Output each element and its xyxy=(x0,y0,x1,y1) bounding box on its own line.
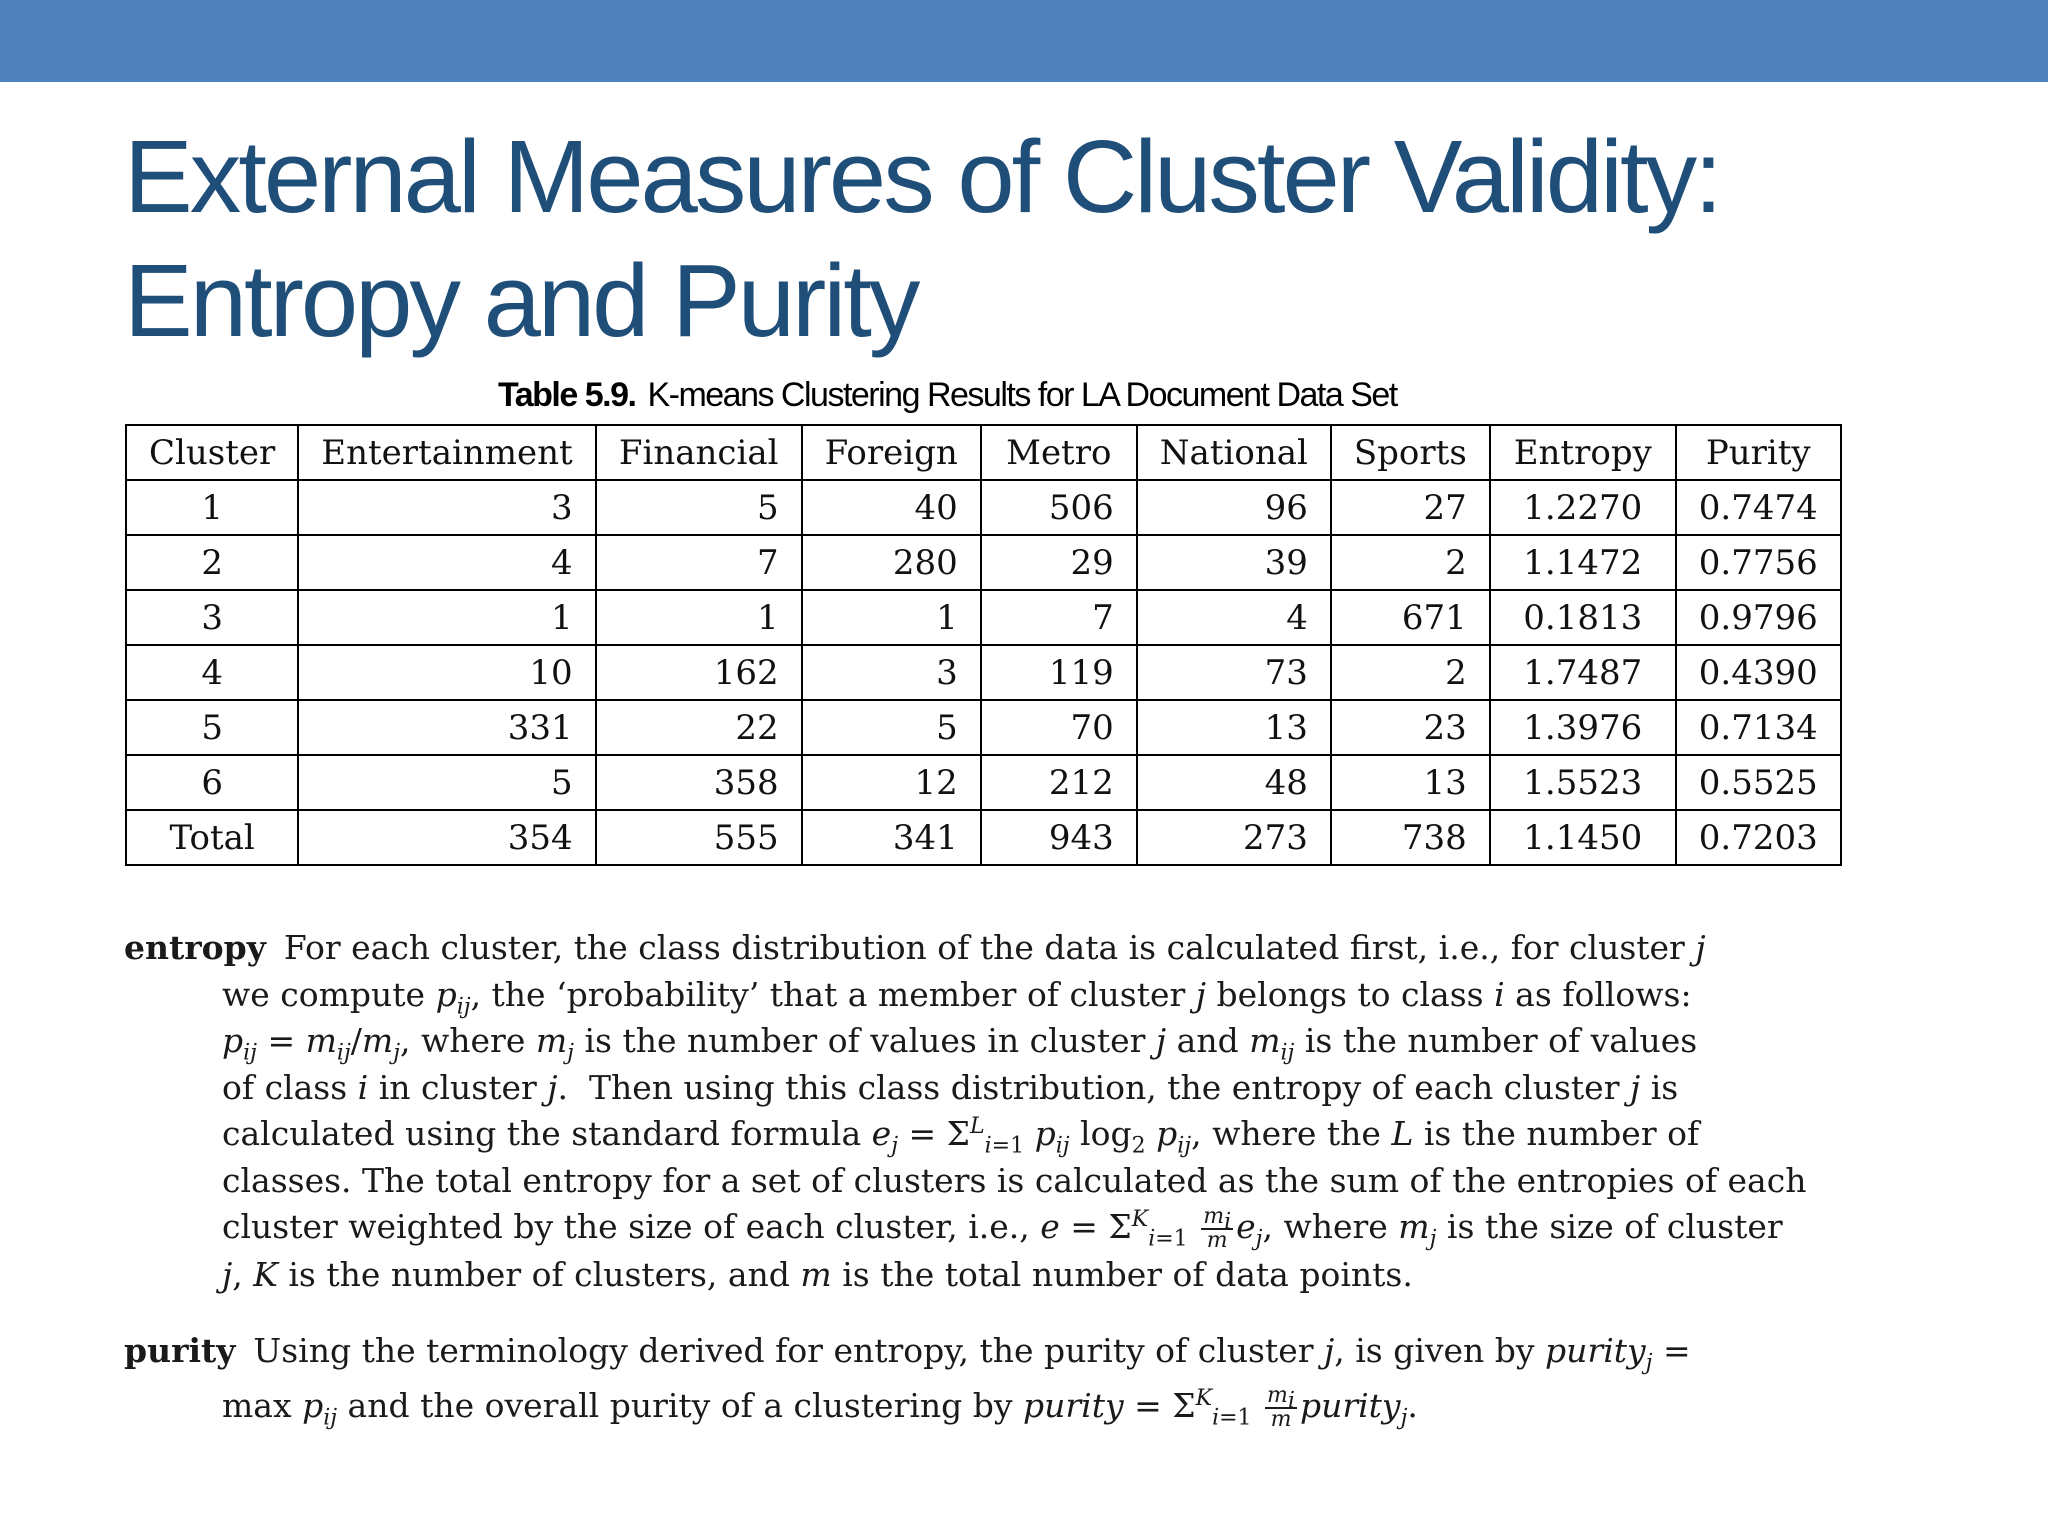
table-cell: 671 xyxy=(1331,590,1490,645)
table-cell: 39 xyxy=(1137,535,1331,590)
table-cell: 22 xyxy=(596,700,802,755)
cluster-id-cell: 4 xyxy=(126,645,298,700)
table-cell: 7 xyxy=(981,590,1137,645)
table-cell: 1 xyxy=(596,590,802,645)
table-cell: 70 xyxy=(981,700,1137,755)
table-cell: 0.7474 xyxy=(1676,480,1841,535)
table-cell: 3 xyxy=(802,645,981,700)
table-cell: 0.1813 xyxy=(1490,590,1676,645)
cluster-id-cell: Total xyxy=(126,810,298,865)
table-row xyxy=(126,810,1841,865)
table-cell: 27 xyxy=(1331,480,1490,535)
table-cell: 4 xyxy=(1137,590,1331,645)
table-cell: 23 xyxy=(1331,700,1490,755)
table-cell: 10 xyxy=(298,645,595,700)
table-cell: 73 xyxy=(1137,645,1331,700)
table-cell: 7 xyxy=(596,535,802,590)
table-cell: 331 xyxy=(298,700,595,755)
table-cell: 0.7756 xyxy=(1676,535,1841,590)
table-row xyxy=(126,645,1841,700)
table-row xyxy=(126,535,1841,590)
purity-definition: purity Using the terminology derived for entropy, the purity of cluster j, is given by purity$_j$ = $\max p_{ij}$ and the overall purity of a clustering by purity = $\Sigma^K_{i=1}$ $\frac{m_i}{m}$ purity$_j$. xyxy=(124,1331,1691,1432)
slide-title-line-1: External Measures of Cluster Validity: xyxy=(124,119,1720,234)
table-cell: 1.1450 xyxy=(1490,810,1676,865)
header-cell: Entertainment xyxy=(298,425,595,480)
header-cell: Cluster xyxy=(126,425,298,480)
table-cell: 1 xyxy=(802,590,981,645)
table-cell: 5 xyxy=(596,480,802,535)
table-cell: 5 xyxy=(802,700,981,755)
table-cell: 2 xyxy=(1331,535,1490,590)
table-cell: 341 xyxy=(802,810,981,865)
entropy-term: entropy xyxy=(124,928,266,967)
table-cell: 1.7487 xyxy=(1490,645,1676,700)
table-row xyxy=(126,480,1841,535)
table-cell: 29 xyxy=(981,535,1137,590)
table-cell: 12 xyxy=(802,755,981,810)
table-cell: 555 xyxy=(596,810,802,865)
slide-title xyxy=(124,115,2004,363)
slide-title-line-2: Entropy and Purity xyxy=(124,243,918,358)
top-accent-bar xyxy=(0,0,2048,82)
table-cell: 943 xyxy=(981,810,1137,865)
table-cell: 280 xyxy=(802,535,981,590)
table-cell: 0.4390 xyxy=(1676,645,1841,700)
header-cell: National xyxy=(1137,425,1331,480)
table-cell: 119 xyxy=(981,645,1137,700)
table-body xyxy=(126,480,1841,865)
header-cell: Sports xyxy=(1331,425,1490,480)
header-cell: Purity xyxy=(1676,425,1841,480)
cluster-id-cell: 2 xyxy=(126,535,298,590)
clustering-results-table xyxy=(125,424,1842,866)
header-cell: Financial xyxy=(596,425,802,480)
table-cell: 162 xyxy=(596,645,802,700)
table-caption xyxy=(498,376,1397,415)
table-cell: 1 xyxy=(298,590,595,645)
purity-term: purity xyxy=(124,1331,236,1370)
table-caption-label: Table 5.9. xyxy=(498,376,636,414)
table-cell: 273 xyxy=(1137,810,1331,865)
header-cell: Entropy xyxy=(1490,425,1676,480)
table-cell: 358 xyxy=(596,755,802,810)
table-cell: 40 xyxy=(802,480,981,535)
cluster-id-cell: 5 xyxy=(126,700,298,755)
table-row xyxy=(126,755,1841,810)
table-row xyxy=(126,590,1841,645)
cluster-id-cell: 6 xyxy=(126,755,298,810)
header-cell: Metro xyxy=(981,425,1137,480)
table-cell: 0.5525 xyxy=(1676,755,1841,810)
table-cell: 506 xyxy=(981,480,1137,535)
table-cell: 0.7203 xyxy=(1676,810,1841,865)
table-cell: 48 xyxy=(1137,755,1331,810)
cluster-id-cell: 3 xyxy=(126,590,298,645)
table-cell: 3 xyxy=(298,480,595,535)
table-cell: 738 xyxy=(1331,810,1490,865)
table-cell: 0.9796 xyxy=(1676,590,1841,645)
cluster-id-cell: 1 xyxy=(126,480,298,535)
table-cell: 0.7134 xyxy=(1676,700,1841,755)
table-cell: 1.1472 xyxy=(1490,535,1676,590)
table-cell: 1.2270 xyxy=(1490,480,1676,535)
table-cell: 13 xyxy=(1331,755,1490,810)
table-header-row xyxy=(126,425,1841,480)
entropy-definition: entropy For each cluster, the class distribution of the data is calculated first, i.e., for cluster j we compute $p_{ij}$, the ‘probability’ that a member of cluster j belongs to class i as follows: $p_{ij} = m_{ij}/m_j$, where $m_j$ is the number of values in cluster j and $m_{ij}$ is the number of values of class i in cluster j. Then using this class distribution, the entropy of each cluster j is calculated using the standard formula $e_j = \Sigma^L_{i=1}$ $p_{ij}$ $\log_2 p_{ij}$, where the L is the number of classes. The total entropy for a set of clusters is calculated as the sum of the entropies of each cluster weighted by the size of each cluster, i.e., $e = \Sigma^K_{i=1}$ $\frac{m_i}{m}$ $e_j$, where $m_j$ is the size of cluster j, K is the number of clusters, and m is the total number of data points. xyxy=(124,928,1807,1294)
table-cell: 96 xyxy=(1137,480,1331,535)
table-cell: 5 xyxy=(298,755,595,810)
table-cell: 212 xyxy=(981,755,1137,810)
table-cell: 4 xyxy=(298,535,595,590)
table-cell: 13 xyxy=(1137,700,1331,755)
table-cell: 2 xyxy=(1331,645,1490,700)
table-cell: 1.3976 xyxy=(1490,700,1676,755)
table-caption-text: K-means Clustering Results for LA Document Data Set xyxy=(647,376,1397,414)
header-cell: Foreign xyxy=(802,425,981,480)
table-cell: 354 xyxy=(298,810,595,865)
table-row xyxy=(126,700,1841,755)
table-cell: 1.5523 xyxy=(1490,755,1676,810)
